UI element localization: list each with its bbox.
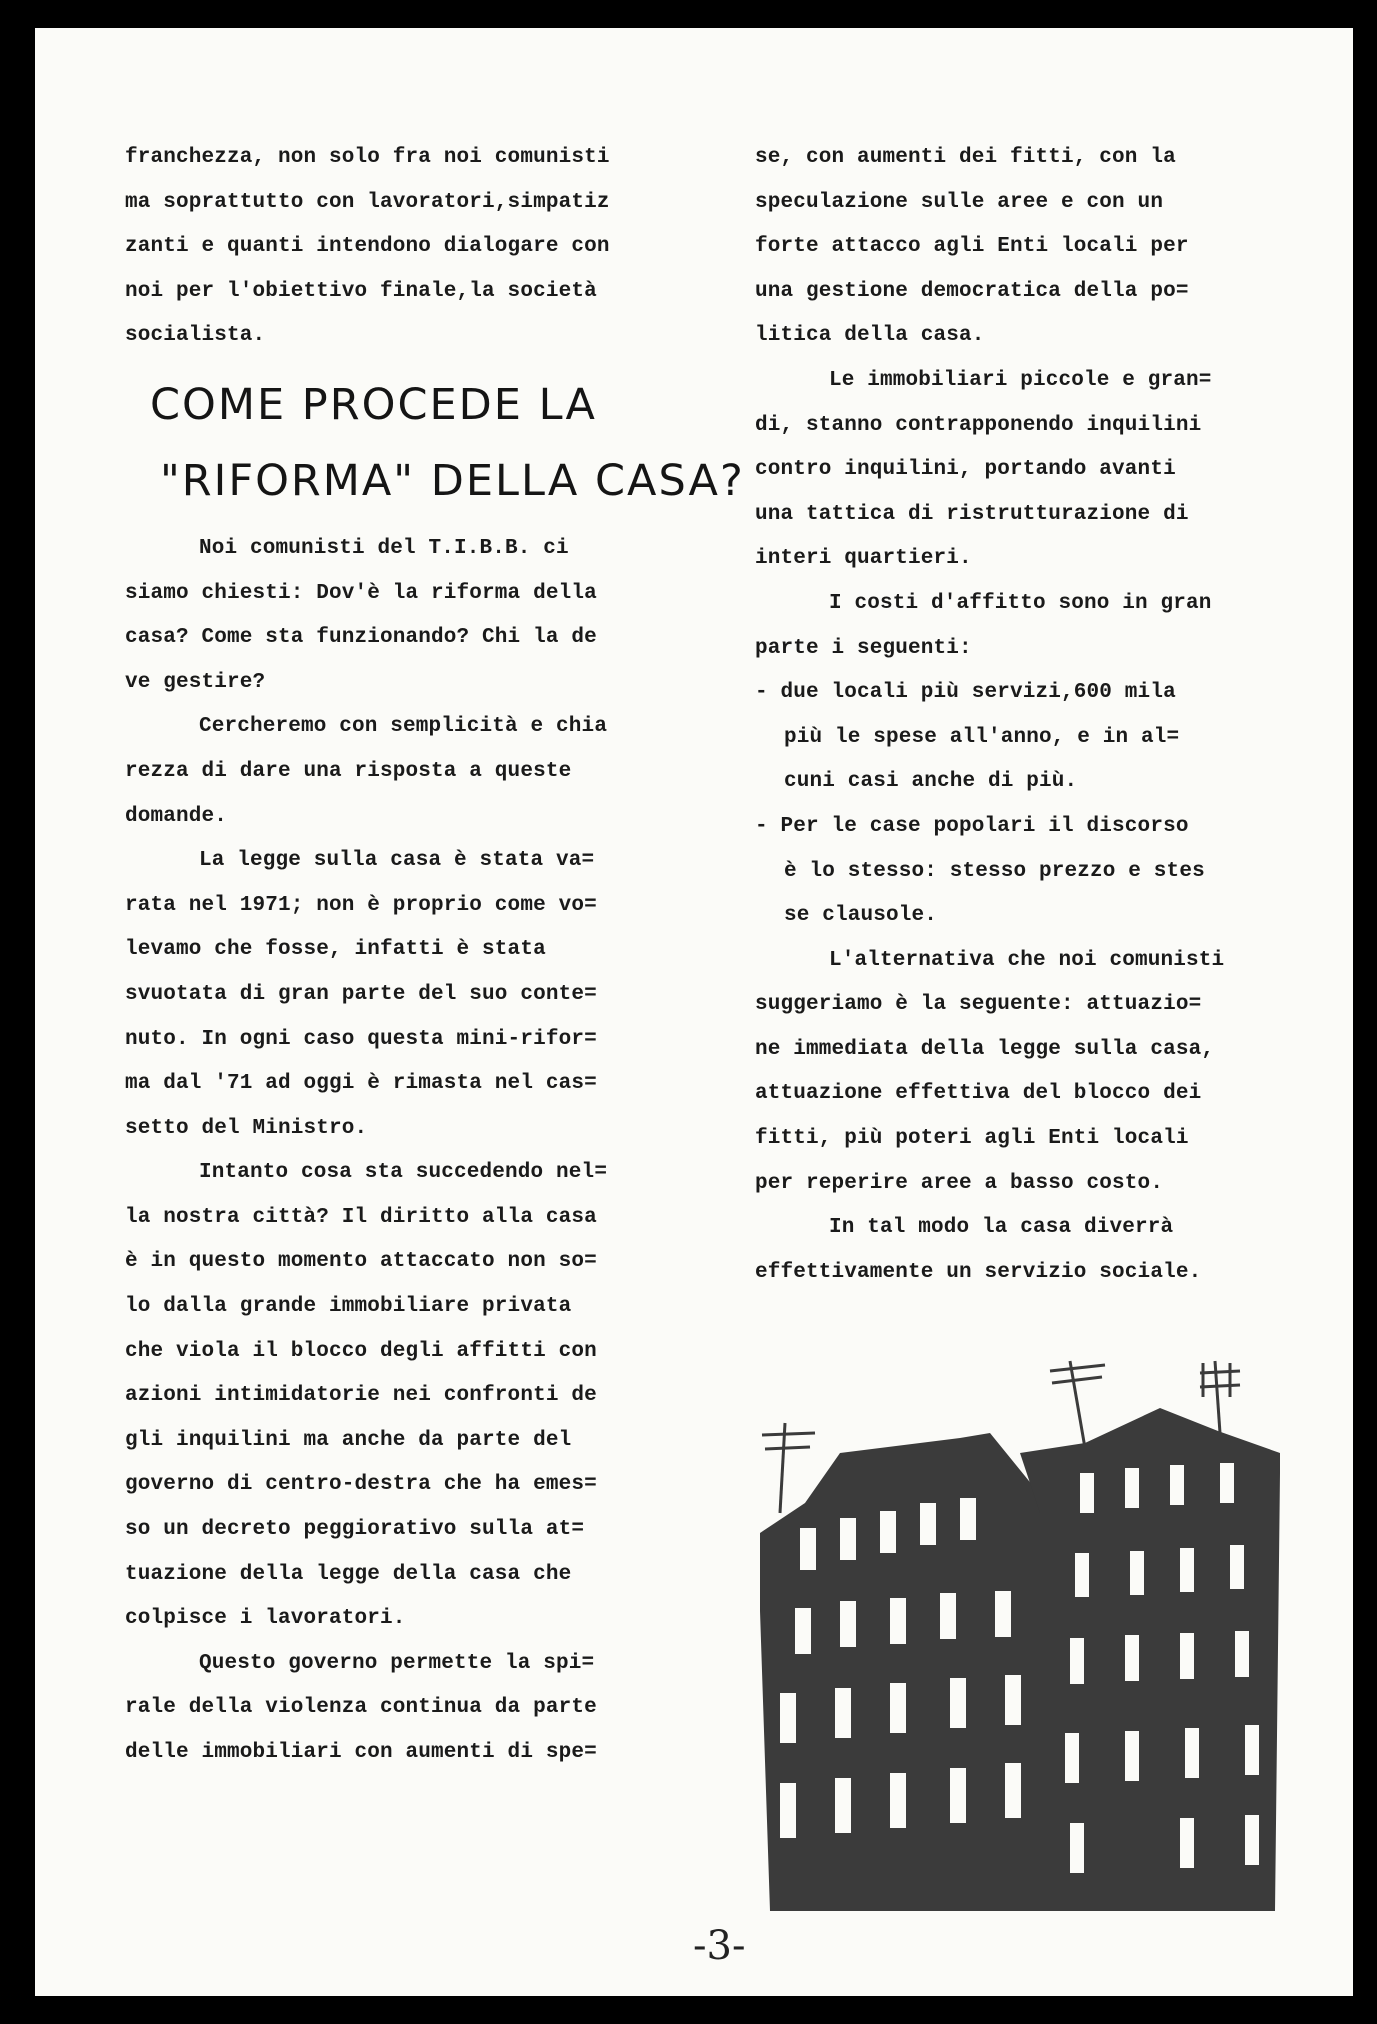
text-line: è lo stesso: stesso prezzo e stes bbox=[784, 859, 1205, 883]
text-line: gli inquilini ma anche da parte del bbox=[125, 1428, 572, 1452]
text-line: più le spese all'anno, e in al= bbox=[784, 725, 1180, 749]
text-line: governo di centro-destra che ha emes= bbox=[125, 1473, 597, 1497]
text-line: attuazione effettiva del blocco dei bbox=[755, 1082, 1202, 1106]
text-line: levamo che fosse, infatti è stata bbox=[125, 938, 546, 962]
text-line: una gestione democratica della po= bbox=[755, 279, 1189, 303]
text-line: Intanto cosa sta succedendo nel= bbox=[199, 1161, 608, 1185]
text-line: rale della violenza continua da parte bbox=[125, 1696, 597, 1720]
house-illustration bbox=[740, 1353, 1330, 1913]
right-column bbox=[755, 136, 1353, 1295]
text-line: so un decreto peggiorativo sulla at= bbox=[125, 1518, 585, 1542]
text-line: In tal modo la casa diverrà bbox=[829, 1216, 1174, 1240]
paragraph-5 bbox=[125, 1642, 725, 1776]
text-line: suggeriamo è la seguente: attuazio= bbox=[755, 993, 1202, 1017]
text-line: di, stanno contrapponendo inquilini bbox=[755, 413, 1202, 437]
text-line: La legge sulla casa è stata va= bbox=[199, 849, 595, 873]
text-line: - due locali più servizi,600 mila bbox=[755, 681, 1176, 705]
text-line: litica della casa. bbox=[755, 324, 985, 348]
text-line: nuto. In ogni caso questa mini-rifor= bbox=[125, 1027, 597, 1051]
text-line: I costi d'affitto sono in gran bbox=[829, 591, 1212, 615]
paragraph-1 bbox=[755, 136, 1353, 359]
text-line: ve gestire? bbox=[125, 670, 266, 694]
intro-paragraph bbox=[125, 136, 725, 359]
text-line: interi quartieri. bbox=[755, 547, 972, 571]
headline-line-1: COME PROCEDE LA bbox=[150, 379, 597, 430]
text-line: tuazione della legge della casa che bbox=[125, 1562, 572, 1586]
text-line: svuotata di gran parte del suo conte= bbox=[125, 982, 597, 1006]
text-line: colpisce i lavoratori. bbox=[125, 1607, 406, 1631]
text-line: fitti, più poteri agli Enti locali bbox=[755, 1127, 1189, 1151]
text-line: setto del Ministro. bbox=[125, 1116, 368, 1140]
text-line: parte i seguenti: bbox=[755, 636, 972, 660]
paragraph-4 bbox=[125, 1151, 725, 1642]
text-line: L'alternativa che noi comunisti bbox=[829, 948, 1225, 972]
paragraph-2 bbox=[755, 359, 1353, 582]
paragraph-3 bbox=[125, 839, 725, 1151]
text-line: socialista. bbox=[125, 324, 266, 348]
document-page bbox=[35, 28, 1353, 1996]
text-line: Noi comunisti del T.I.B.B. ci bbox=[199, 536, 569, 560]
text-line: la nostra città? Il diritto alla casa bbox=[125, 1205, 597, 1229]
text-line: ma dal '71 ad oggi è rimasta nel cas= bbox=[125, 1072, 597, 1096]
text-line: se, con aumenti dei fitti, con la bbox=[755, 146, 1176, 169]
text-line: se clausole. bbox=[784, 904, 938, 928]
text-line: franchezza, non solo fra noi comunisti bbox=[125, 146, 610, 169]
text-line: noi per l'obiettivo finale,la società bbox=[125, 279, 597, 303]
left-column bbox=[125, 136, 745, 1776]
paragraph-4 bbox=[755, 939, 1353, 1207]
text-line: rezza di dare una risposta a queste bbox=[125, 759, 572, 783]
paragraph-2 bbox=[125, 705, 725, 839]
headline-line-2: "RIFORMA" DELLA CASA? bbox=[160, 455, 745, 506]
text-line: casa? Come sta funzionando? Chi la de bbox=[125, 626, 597, 650]
text-line: speculazione sulle aree e con un bbox=[755, 190, 1164, 214]
text-line: azioni intimidatorie nei confronti de bbox=[125, 1384, 597, 1408]
text-line: rata nel 1971; non è proprio come vo= bbox=[125, 893, 597, 917]
text-line: che viola il blocco degli affitti con bbox=[125, 1339, 597, 1363]
page-number: -3- bbox=[693, 1923, 746, 1969]
text-line: effettivamente un servizio sociale. bbox=[755, 1260, 1202, 1284]
text-line: forte attacco agli Enti locali per bbox=[755, 235, 1189, 259]
paragraph-1 bbox=[125, 527, 725, 705]
text-line: zanti e quanti intendono dialogare con bbox=[125, 235, 610, 259]
text-line: contro inquilini, portando avanti bbox=[755, 458, 1176, 482]
text-line: Questo governo permette la spi= bbox=[199, 1651, 595, 1675]
text-line: Cercheremo con semplicità e chia bbox=[199, 715, 608, 739]
text-line: - Per le case popolari il discorso bbox=[755, 814, 1189, 838]
paragraph-3 bbox=[755, 582, 1353, 671]
text-line: ma soprattutto con lavoratori,simpatiz bbox=[125, 190, 610, 214]
text-line: per reperire aree a basso costo. bbox=[755, 1171, 1164, 1195]
text-line: ne immediata della legge sulla casa, bbox=[755, 1037, 1215, 1061]
text-line: domande. bbox=[125, 804, 228, 828]
paragraph-5 bbox=[755, 1206, 1353, 1295]
text-line: lo dalla grande immobiliare privata bbox=[125, 1295, 572, 1319]
text-line: è in questo momento attaccato non so= bbox=[125, 1250, 597, 1274]
text-line: Le immobiliari piccole e gran= bbox=[829, 368, 1212, 392]
text-line: cuni casi anche di più. bbox=[784, 770, 1078, 794]
text-line: una tattica di ristrutturazione di bbox=[755, 502, 1189, 526]
bullet-item-2 bbox=[755, 805, 1353, 939]
text-line: siamo chiesti: Dov'è la riforma della bbox=[125, 581, 597, 605]
bullet-item-1 bbox=[755, 671, 1353, 805]
text-line: delle immobiliari con aumenti di spe= bbox=[125, 1741, 597, 1764]
